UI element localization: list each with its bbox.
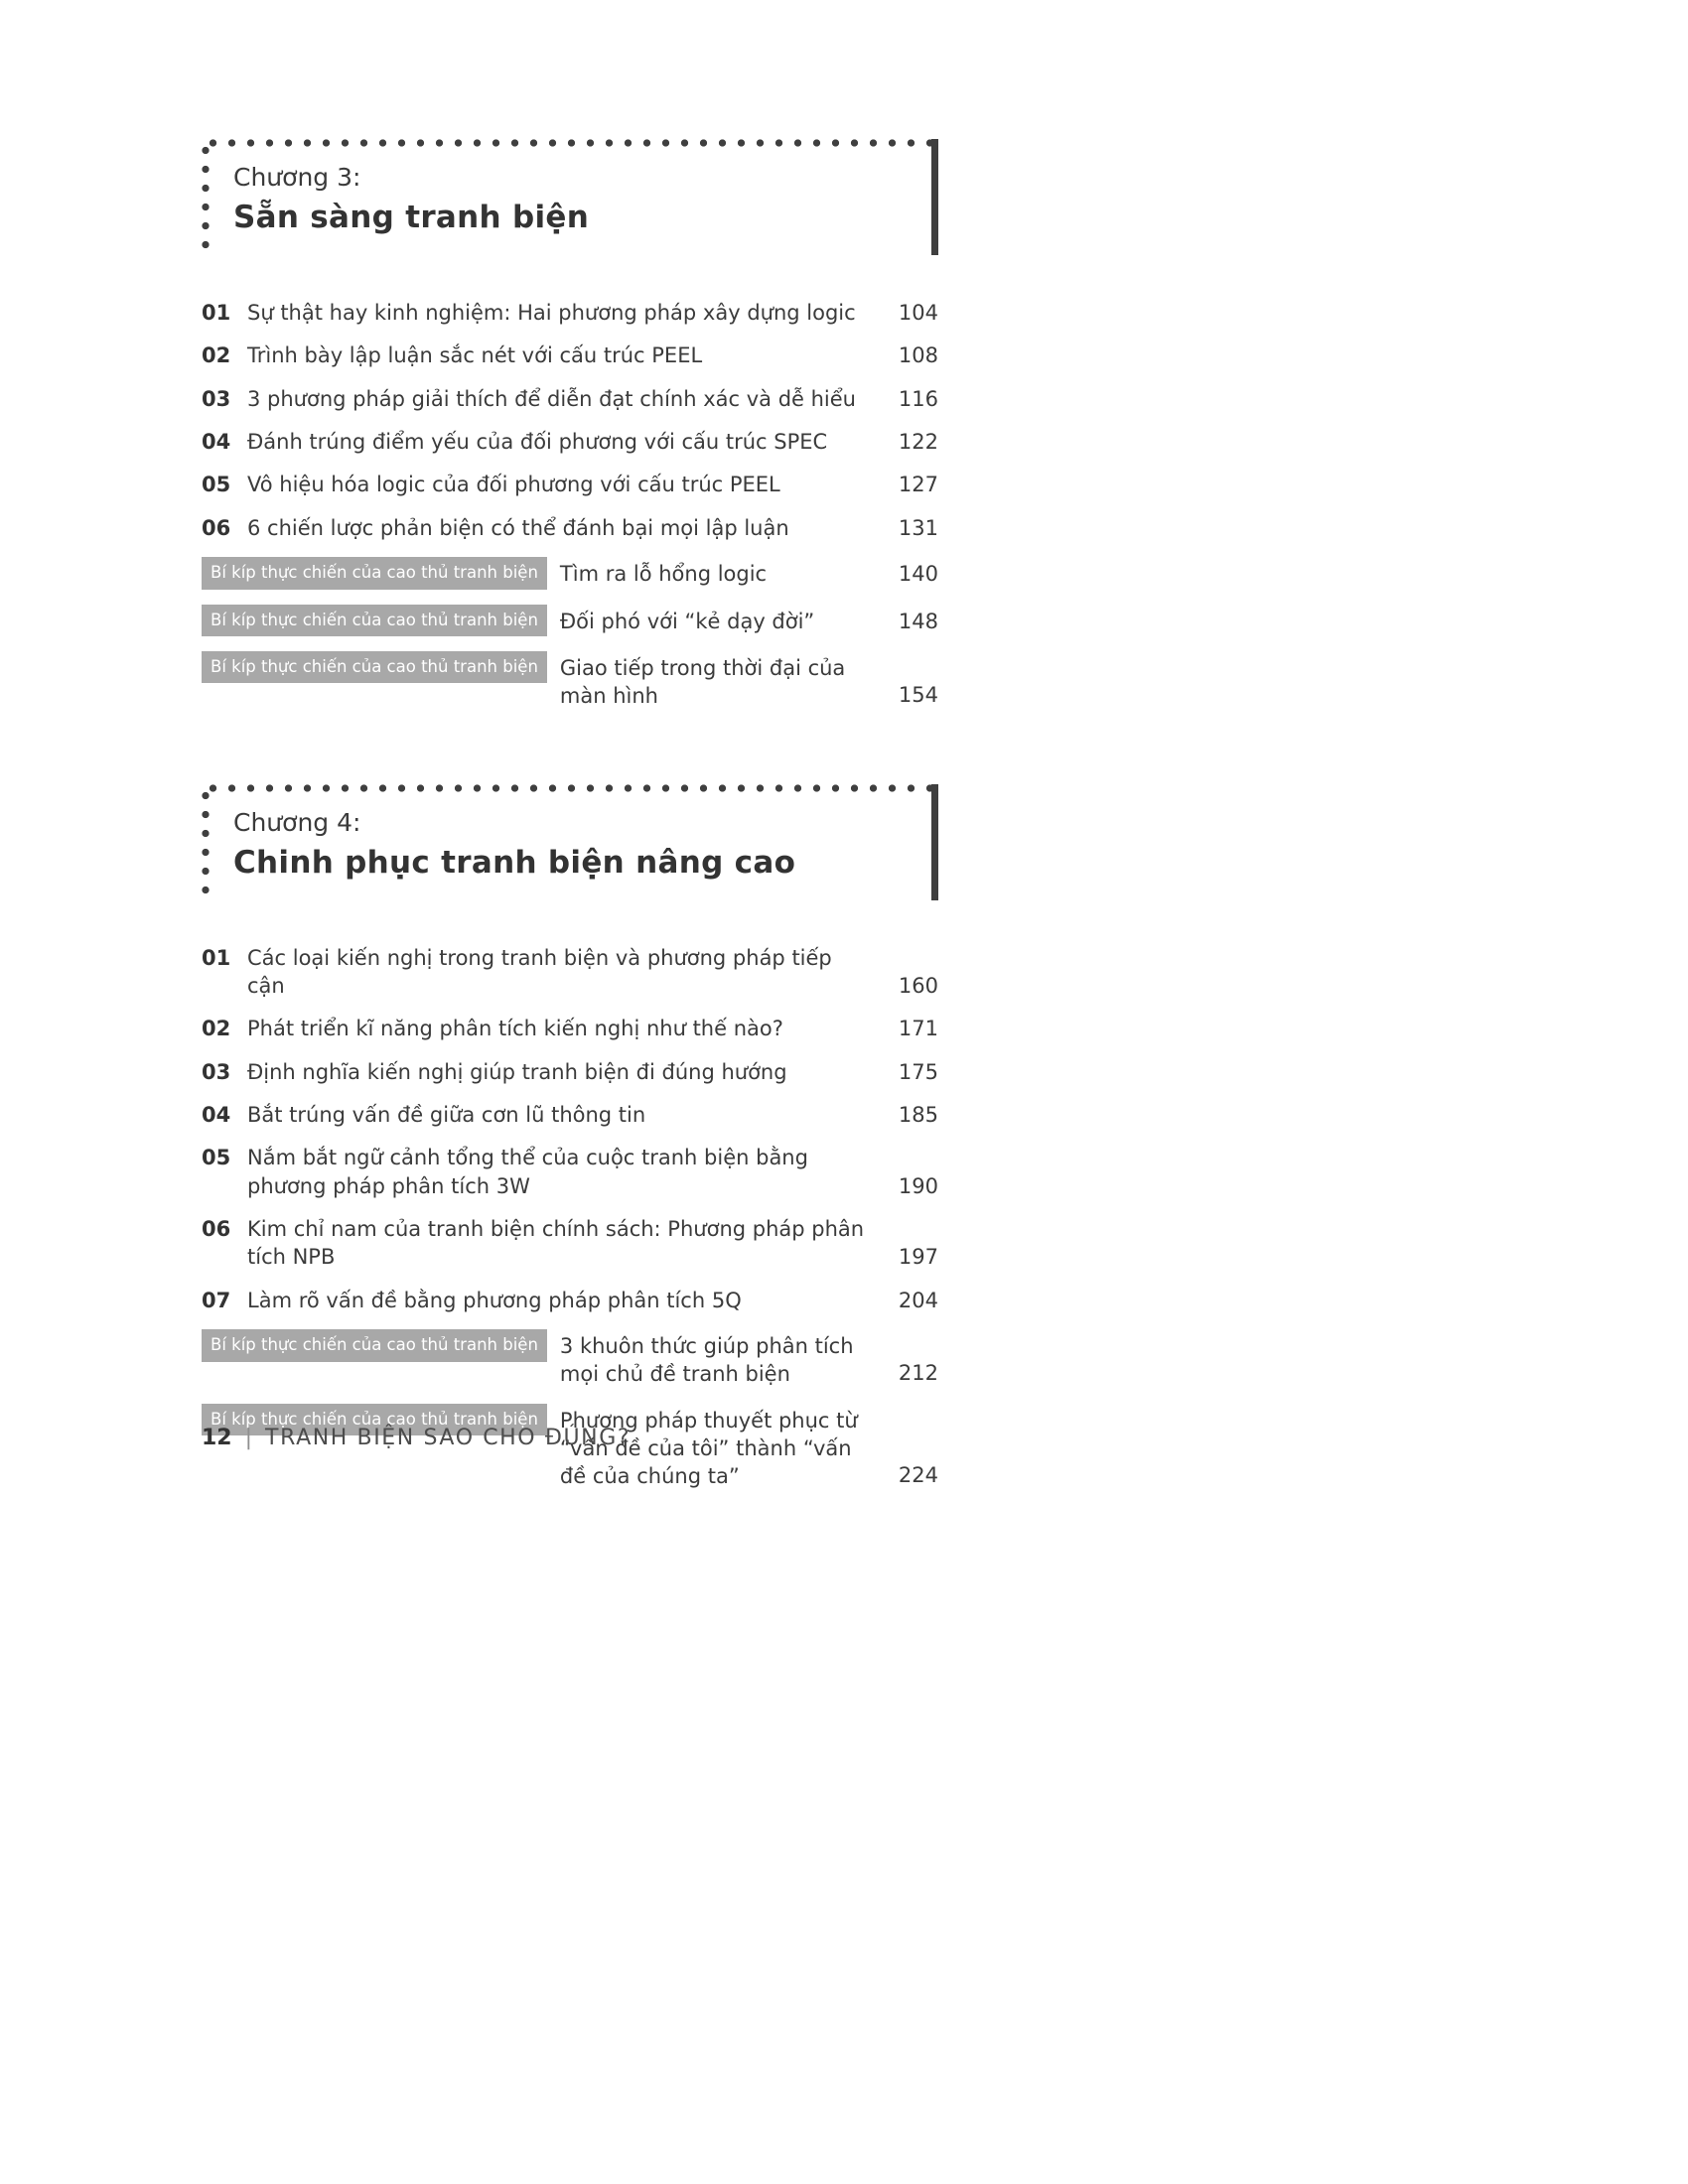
page-footer [202,1426,631,1450]
chapter-title: Sẵn sàng tranh biện [233,200,590,235]
tip-badge: Bí kíp thực chiến của cao thủ tranh biện [202,1404,547,1435]
entry-title: 6 chiến lược phản biện có thể đánh bại mọi lập luận [247,515,789,540]
entry-title: Kim chỉ nam của tranh biện chính sách: Phương pháp phân tích NPB [247,1217,865,1270]
toc-entry [202,341,938,369]
tip-badge: Bí kíp thực chiến của cao thủ tranh biện [202,1329,547,1361]
entry-title: Vô hiệu hóa logic của đối phương với cấu trúc PEEL [247,473,780,497]
entry-title: Sự thật hay kinh nghiệm: Hai phương pháp xây dựng logic [247,301,856,325]
entry-page: 122 [898,430,938,455]
toc-entry [202,1101,938,1129]
entry-page: 175 [898,1059,938,1084]
chapter-4-entries [202,944,938,1491]
tip-page: 224 [898,1463,938,1488]
entry-page: 197 [898,1245,938,1270]
entry-title: Trình bày lập luận sắc nét với cấu trúc PEEL [247,343,703,368]
tip-badge: Bí kíp thực chiến của cao thủ tranh biện [202,651,547,683]
chapter-3-section [202,139,938,711]
entry-title: Định nghĩa kiến nghị giúp tranh biện đi đúng hướng [247,1059,787,1084]
entry-page: 108 [898,343,938,368]
toc-entry [202,1215,938,1272]
entry-page: 104 [898,301,938,325]
entry-number: 02 [202,343,231,368]
toc-entry [202,514,938,542]
entry-number: 06 [202,1217,231,1242]
toc-entry [202,944,938,1001]
entry-title: Phát triển kĩ năng phân tích kiến nghị như thế nào? [247,1017,783,1041]
entry-page: 171 [898,1017,938,1041]
entry-page: 160 [898,973,938,998]
entry-page: 116 [898,386,938,411]
toc-entry [202,1015,938,1042]
chapter-label: Chương 4: [233,807,361,837]
chapter-label: Chương 3: [233,163,361,192]
entry-number: 05 [202,473,231,497]
entry-title: Đánh trúng điểm yếu của đối phương với cấu trúc SPEC [247,430,828,455]
entry-number: 01 [202,301,231,325]
tip-badge: Bí kíp thực chiến của cao thủ tranh biện [202,557,547,589]
footer-separator: | [244,1426,253,1450]
toc-tip-entry [202,557,938,589]
toc-entry [202,1058,938,1086]
entry-number: 05 [202,1146,231,1170]
toc-entry [202,1287,938,1314]
entry-page: 185 [898,1103,938,1127]
entry-title: Bắt trúng vấn đề giữa cơn lũ thông tin [247,1103,646,1127]
entry-number: 01 [202,945,231,970]
tip-page: 140 [898,562,938,587]
entry-number: 06 [202,515,231,540]
tip-badge: Bí kíp thực chiến của cao thủ tranh biện [202,605,547,636]
toc-entry [202,1144,938,1200]
toc-tip-entry [202,605,938,636]
entry-title: Các loại kiến nghị trong tranh biện và phương pháp tiếp cận [247,945,832,998]
tip-title: Đối phó với “kẻ dạy đời” [559,609,815,633]
toc-entry [202,385,938,413]
toc-tip-entry [202,1329,938,1389]
entry-page: 190 [898,1173,938,1198]
chapter-3-entries [202,299,938,711]
tip-page: 154 [898,683,938,708]
entry-number: 03 [202,386,231,411]
entry-number: 04 [202,1103,231,1127]
entry-number: 03 [202,1059,231,1084]
entry-page: 131 [898,515,938,540]
tip-page: 212 [898,1361,938,1386]
entry-number: 02 [202,1017,231,1041]
tip-page: 148 [898,609,938,633]
chapter-4-header-box [202,784,938,900]
footer-book-title: TRANH BIỆN SAO CHO ĐÚNG? [265,1426,632,1450]
chapter-3-header-box [202,139,938,255]
chapter-4-section [202,784,938,1491]
entry-title: Làm rõ vấn đề bằng phương pháp phân tích 5Q [247,1288,742,1312]
toc-entry [202,471,938,498]
toc-entry [202,299,938,327]
tip-title: Phương pháp thuyết phục từ “vấn đề của tôi” thành “vấn đề của chúng ta” [559,1408,858,1489]
tip-title: Tìm ra lỗ hổng logic [559,562,768,587]
toc-tip-entry [202,651,938,711]
entry-page: 127 [898,473,938,497]
entry-page: 204 [898,1288,938,1312]
entry-number: 04 [202,430,231,455]
chapter-title: Chinh phục tranh biện nâng cao [233,844,796,881]
footer-page-number: 12 [202,1426,232,1450]
entry-title: 3 phương pháp giải thích để diễn đạt chính xác và dễ hiểu [247,386,856,411]
toc-entry [202,428,938,456]
entry-title: Nắm bắt ngữ cảnh tổng thể của cuộc tranh biện bằng phương pháp phân tích 3W [247,1146,808,1198]
tip-title: Giao tiếp trong thời đại của màn hình [559,655,846,709]
tip-title: 3 khuôn thức giúp phân tích mọi chủ đề tranh biện [559,1334,854,1387]
entry-number: 07 [202,1288,231,1312]
toc-content [202,139,938,1565]
